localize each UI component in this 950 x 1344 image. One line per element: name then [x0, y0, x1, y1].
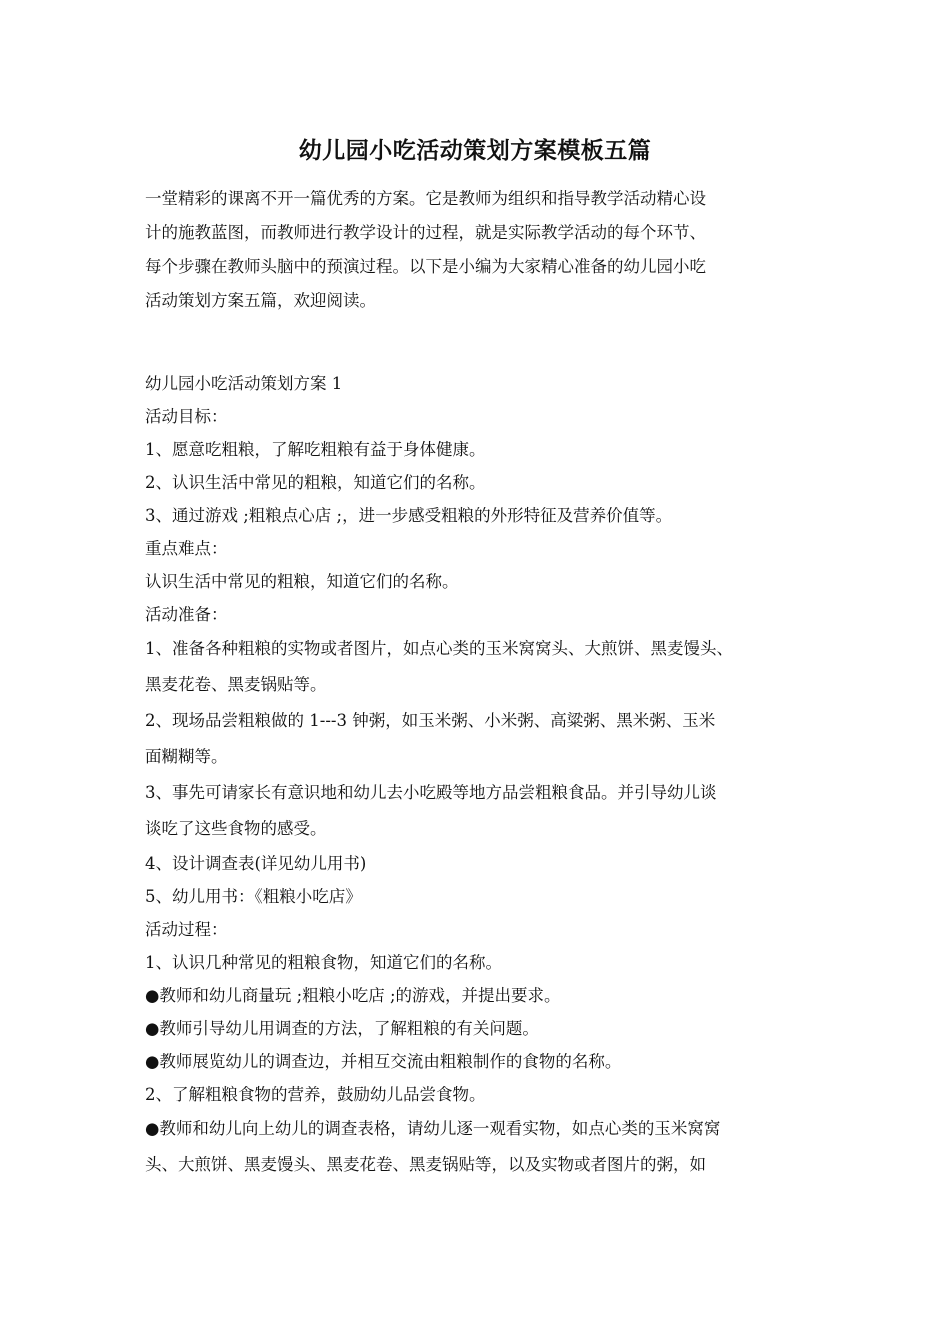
body-line: 1、准备各种粗粮的实物或者图片，如点心类的玉米窝窝头、大煎饼、黑麦馒头、 [145, 639, 733, 658]
body-line: 2、现场品尝粗粮做的 1---3 钟粥，如玉米粥、小米粥、高粱粥、黑米粥、玉米 [145, 711, 716, 730]
section-heading: 幼儿园小吃活动策划方案 1 [145, 374, 343, 393]
body-line: 3、事先可请家长有意识地和幼儿去小吃殿等地方品尝粗粮食品。并引导幼儿谈 [145, 783, 717, 802]
body-line: 2、了解粗粮食物的营养，鼓励幼儿品尝食物。 [145, 1085, 486, 1104]
body-line: 5、幼儿用书：《粗粮小吃店》 [145, 887, 362, 906]
body-line: 3、通过游戏 ;粗粮点心店 ;，进一步感受粗粮的外形特征及营养价值等。 [145, 506, 673, 525]
bullet-line: ●教师引导幼儿用调查的方法，了解粗粮的有关问题。 [145, 1019, 539, 1038]
subheading: 活动准备： [145, 605, 228, 624]
intro-paragraph [145, 182, 825, 318]
bullet-line: ●教师和幼儿向上幼儿的调查表格，请幼儿逐一观看实物，如点心类的玉米窝窝 [145, 1119, 721, 1138]
body-line: 黑麦花卷、黑麦锅贴等。 [145, 675, 327, 694]
body-line: 认识生活中常见的粗粮，知道它们的名称。 [145, 572, 459, 591]
body-line: 2、认识生活中常见的粗粮，知道它们的名称。 [145, 473, 486, 492]
document-body [145, 367, 835, 1183]
subheading: 活动目标： [145, 407, 228, 426]
bullet-line: ●教师和幼儿商量玩 ;粗粮小吃店 ;的游戏，并提出要求。 [145, 986, 561, 1005]
bullet-line: ●教师展览幼儿的调查边，并相互交流由粗粮制作的食物的名称。 [145, 1052, 622, 1071]
intro-line: 活动策划方案五篇，欢迎阅读。 [145, 291, 376, 310]
body-line: 1、认识几种常见的粗粮食物，知道它们的名称。 [145, 953, 502, 972]
intro-line: 每个步骤在教师头脑中的预演过程。以下是小编为大家精心准备的幼儿园小吃 [145, 257, 706, 276]
body-line: 4、设计调查表(详见幼儿用书) [145, 854, 367, 873]
body-line: 面糊糊等。 [145, 747, 228, 766]
subheading: 重点难点： [145, 539, 228, 558]
body-line: 谈吃了这些食物的感受。 [145, 819, 327, 838]
intro-line: 计的施教蓝图，而教师进行教学设计的过程，就是实际教学活动的每个环节、 [145, 223, 706, 242]
subheading: 活动过程： [145, 920, 228, 939]
body-line: 头、大煎饼、黑麦馒头、黑麦花卷、黑麦锅贴等，以及实物或者图片的粥，如 [145, 1155, 706, 1174]
intro-line: 一堂精彩的课离不开一篇优秀的方案。它是教师为组织和指导教学活动精心设 [145, 189, 706, 208]
document-title: 幼儿园小吃活动策划方案模板五篇 [298, 137, 652, 164]
body-line: 1、愿意吃粗粮，了解吃粗粮有益于身体健康。 [145, 440, 486, 459]
